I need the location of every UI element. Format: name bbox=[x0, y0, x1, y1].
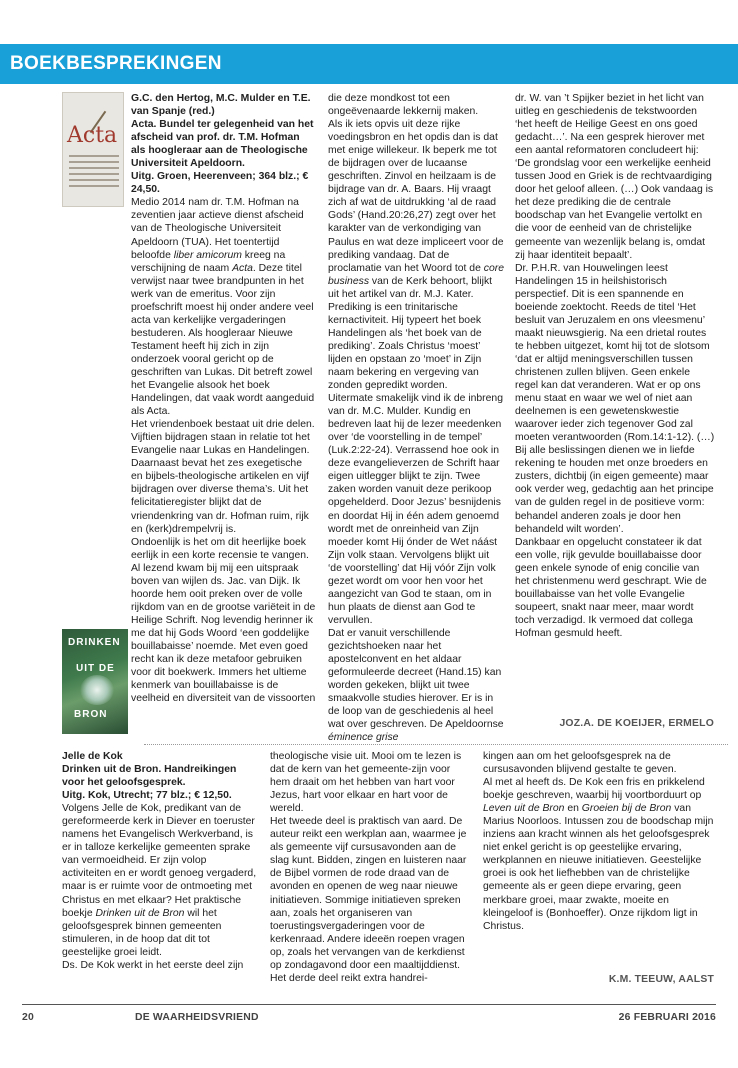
paragraph bbox=[131, 92, 316, 118]
text-run: kreeg na verschijning de naam bbox=[131, 249, 286, 274]
paragraph bbox=[62, 959, 258, 972]
paragraph bbox=[515, 262, 715, 536]
paragraph bbox=[328, 92, 504, 118]
review1-signature: JOZ.A. DE KOEIJER, ERMELO bbox=[559, 718, 714, 729]
text-run: dr. W. van ’t Spijker beziet in het licht van uitleg en geschiedenis de tekstwoorden ‘het heeft de Heilige Geest en ons goed gedacht…’. Na een gesprek hierover met een aantal reformatoren concludeert hij: ‘De grondslag voor een werkelijke eenheid tussen Jood en Griek is de rechtvaardiging door het geloof alleen. (…) Ook vandaag is het deze prediking die de centrale boodschap van het Evangelie vertolkt en die voor de eenheid van de christelijke gemeente van wezenlijk belang is, omdat zij haar identiteit bepaalt’. bbox=[515, 93, 714, 261]
text-run: G.C. den Hertog, M.C. Mulder en T.E. van Spanje (red.) bbox=[131, 93, 311, 118]
paragraph bbox=[515, 92, 715, 262]
paragraph bbox=[328, 627, 504, 744]
text-run: wil het geloofsgesprek binnen gemeenten stimuleren, in de hoop dat dit tot geestelijke groei leidt. bbox=[62, 907, 222, 958]
text-run: core business bbox=[328, 262, 504, 287]
text-run: Uitermate smakelijk vind ik de inbreng van dr. M.C. Mulder. Kundig en bedreven laat hij de lezer meedenken over ‘de voorstelling in de tempel’ (Luk.2:22-24). Verrassend hoe ook in deze evangelieverzen de Schrift haar eigen uitlegger blijkt te zijn. Twee zaken worden vanuit deze perikoop opgehelderd. Door Jezus’ besnijdenis en doordat Hij in één adem genoemd wordt met de onreinheid van Zijn moeder komt Hij ónder de Wet náást Zijn volk staan. Vervolgens blijkt uit ‘de voorstelling’ dat Hij vóór Zijn volk gezet wordt om voor hen voor het aangezicht van God te staan, om in hun plaats de dienst aan God te vervullen. bbox=[328, 393, 503, 626]
text-run: Al met al heeft ds. De Kok een fris en prikkelend boekje geschreven, waarbij hij voortborduurt op bbox=[483, 777, 705, 802]
review-divider bbox=[144, 744, 728, 745]
text-run: van de Kerk behoort, blijkt uit het artikel van dr. M.J. Kater. Prediking is een trinitarische kernactiviteit. Hij typeert het boek Handelingen als ‘het boek van de prediking’. Zoals Christus ‘moest’ lijden en opstaan zo ‘moet’ in Zijn naam bekering en vergeving van zonden gepredikt worden. bbox=[328, 275, 493, 392]
magazine-name: DE WAARHEIDSVRIEND bbox=[135, 1012, 259, 1023]
text-run: Dat er vanuit verschillende gezichtshoeken naar het apostelconvent en het aldaar geformuleerde decreet (Hand.15) kan worden gekeken, blijkt uit twee smaakvolle studies hierover. Er is in de loop van de geschiedenis al heel wat over geschreven. De Apeldoornse bbox=[328, 627, 504, 731]
review2-column-1 bbox=[62, 750, 258, 972]
paragraph bbox=[270, 750, 470, 815]
text-run: Uitg. Groen, Heerenveen; 364 blz.; € 24,50. bbox=[131, 171, 309, 196]
cover-word: DRINKEN bbox=[68, 637, 121, 648]
review1-column-3 bbox=[515, 92, 715, 640]
text-run: Acta bbox=[232, 262, 253, 274]
review1-column-2 bbox=[328, 92, 504, 744]
paragraph bbox=[62, 802, 258, 959]
paragraph bbox=[131, 196, 316, 418]
book-cover-acta bbox=[62, 92, 124, 207]
text-run: Uitg. Kok, Utrecht; 77 blz.; € 12,50. bbox=[62, 790, 232, 802]
text-run: die deze mondkost tot een ongeëvenaarde lekkernij maken. bbox=[328, 93, 479, 118]
text-run: kingen aan om het geloofsgesprek na de cursusavonden blijvend gestalte te geven. bbox=[483, 751, 677, 776]
text-run: Medio 2014 nam dr. T.M. Hofman na zeventien jaar actieve dienst afscheid van de Theologische Universiteit Apeldoorn (TUA). Het toentertijd beloofde bbox=[131, 197, 304, 261]
text-run: Groeien bij de Bron bbox=[581, 803, 672, 815]
text-run: Ds. De Kok werkt in het eerste deel zijn bbox=[62, 959, 244, 971]
issue-date: 26 FEBRUARI 2016 bbox=[618, 1012, 716, 1023]
text-run: Ondoenlijk is het om dit heerlijke boek eerlijk in een korte recensie te vangen. Al lezend kwam bij mij een uitspraak boven van wijlen ds. Jac. van Dijk. Ik hoorde hem ooit preken over de volle rijkdom van en de grootse variëteit in de Heilige Schrift. Nog levendig herinner ik me dat hij Gods Woord ‘een goddelijke bouillabaisse’ noemde. Met even goed recht kan ik deze metafoor gebruiken voor dit boekwerk. Immers het ultieme kenmerk van bouillabaisse is de veelheid en diversiteit van de vissoorten bbox=[131, 536, 316, 705]
text-run: Leven uit de Bron bbox=[483, 803, 565, 815]
text-run: Dankbaar en opgelucht constateer ik dat een volle, rijk gevulde bouillabaisse door geen enkele synode of enig concilie van het christenmenu werd geschrapt. Wie de bouillabaisse van het volle Evangelie soupeert, snakt naar meer, maar wordt toch verzadigd. Ik vermoed dat collega Hofman gesmuld heeft. bbox=[515, 536, 707, 639]
cover-title: Acta bbox=[67, 123, 118, 148]
cover-word: BRON bbox=[74, 709, 108, 720]
paragraph bbox=[328, 392, 504, 627]
text-run: Jelle de Kok bbox=[62, 751, 123, 762]
text-run: Volgens Jelle de Kok, predikant van de gereformeerde kerk in Diever en toeruster namens het Evangelisch Werkverband, is er in talloze kerkelijke gemeenten sprake van vermoeidheid. Er zijn volop activiteiten en er wordt genoeg vergaderd, maar is er ruimte voor de ontmoeting met Christus en met elkaar? Het praktische boekje bbox=[62, 803, 257, 919]
paragraph bbox=[328, 118, 504, 392]
text-run: Het tweede deel is praktisch van aard. De auteur reikt een werkplan aan, waarmee je als gemeente vijf cursusavonden aan de slag kunt. Bidden, zingen en luisteren naar de Bijbel vormen de rode draad van de avonden en openen de weg naar nieuwe initiatieven. Sommige initiatieven spreken aan, zoals het organiseren van toerustingsvergaderingen voor de kerkenraad. Andere ideeën roepen vragen op, zoals het vervangen van de kerkdienst op zondagavond door een maaltijddienst. Het derde deel reikt extra handrei- bbox=[270, 816, 467, 984]
paragraph bbox=[131, 170, 316, 196]
text-run: Dr. P.H.R. van Houwelingen leest Handelingen 15 in heilshistorisch perspectief. Dit is een spannende en boeiende zoektocht. Reeds de titel ‘Het besluit van Jeruzalem en ons vleesmenu’ maakt nieuwsgierig. Na een drietal routes te hebben uitgezet, komt hij tot de slotsom ‘dat er altijd meningsverschillen tussen christenen zullen blijven. Geen enkele regel kan dat veranderen. Wat er op ons menu staat en waar we wel of niet aan deelnemen is een gewetenskwestie waarover ieder zich tegenover God zal moeten verantwoorden (Rom.14:1-12). (…) Bij alle beslissingen dienen we in liefde rekening te houden met onze broeders en zusters, dichtbij (in eigen gemeente) maar ook verder weg, gedachtig aan het principe van de gulden regel in de positieve vorm: behandel anderen zoals je door hen behandeld wilt worden’. bbox=[515, 262, 715, 535]
text-run: Het vriendenboek bestaat uit drie delen. Vijftien bijdragen staan in relatie tot het Evangelie naar Lukas en Handelingen. Daarnaast bevat het zes exegetische en bijbels-theologische artikelen en vijf bijdragen over diverse thema’s. Uit het felicitatieregister blijkt dat de vriendenkring van dr. Hofman ruim, rijk en (kerk)drempelvrij is. bbox=[131, 419, 315, 535]
paragraph bbox=[515, 536, 715, 640]
paragraph bbox=[62, 750, 258, 763]
text-run: Als ik iets opvis uit deze rijke voedingsbron en het opdis dan is dat met enige willekeur. Ik beperk me tot de bijdragen over de lucaanse geschriften. Zinvol en heilzaam is de bijdrage van dr. A. Baars. Hij vraagt zich af wat de uitdrukking ‘al de raad Gods’ (Hand.20:26,27) zegt over het karakter van de verkondiging van Paulus en wat deze impliceert voor de prediking vandaag. Dat de proclamatie van het Woord tot de bbox=[328, 119, 504, 274]
text-run: Acta. Bundel ter gelegenheid van het afscheid van prof. dr. T.M. Hofman als hoogleraar aan de Theologische Universiteit Apeldoorn. bbox=[131, 119, 314, 170]
paragraph bbox=[131, 118, 316, 170]
section-title: BOEKBESPREKINGEN bbox=[10, 53, 222, 74]
water-splash-icon bbox=[80, 675, 114, 705]
text-run: Drinken uit de Bron bbox=[95, 907, 185, 919]
footer-rule bbox=[22, 1004, 716, 1005]
text-run: theologische visie uit. Mooi om te lezen is dat de kern van het gemeente-zijn voor hem draait om het hebben van hart voor Jezus, hart voor elkaar en hart voor de wereld. bbox=[270, 751, 462, 815]
section-banner bbox=[0, 44, 738, 84]
text-run: éminence grise bbox=[328, 732, 399, 744]
cover-word: UIT DE bbox=[76, 663, 115, 674]
text-run: liber amicorum bbox=[173, 249, 242, 261]
paragraph bbox=[483, 776, 719, 933]
paragraph bbox=[131, 418, 316, 535]
page-number: 20 bbox=[22, 1012, 34, 1023]
book-cover-drinken-uit-de-bron bbox=[62, 629, 128, 734]
cover-text-lines bbox=[69, 155, 119, 191]
text-run: Drinken uit de Bron. Handreikingen voor het geloofsgesprek. bbox=[62, 764, 237, 789]
review1-column-1 bbox=[131, 92, 316, 705]
paragraph bbox=[483, 750, 719, 776]
text-run: en bbox=[564, 803, 582, 815]
paragraph bbox=[62, 789, 258, 802]
review2-column-2 bbox=[270, 750, 470, 985]
text-run: . Deze titel verwijst naar twee brandpunten in het werk van de emeritus. Voor zijn proefschrift moest hij onder andere veel acta van kerkelijke vergaderingen bestuderen. Als hoogleraar Nieuwe Testament heeft hij zich in zijn onderzoek vooral gericht op de geschriften van Lukas. Dit betreft zowel het Evangelie alsook het boek Handelingen, dat vaak wordt aangeduid als Acta. bbox=[131, 262, 315, 418]
paragraph bbox=[270, 815, 470, 985]
review2-signature: K.M. TEEUW, AALST bbox=[608, 974, 714, 985]
paragraph bbox=[62, 763, 258, 789]
text-run: van Marius Noorloos. Intussen zou de boodschap mijn inziens aan kracht winnen als het geloofsgesprek niet enkel gericht is op geestelijke ervaring, werkplannen en nieuwe initiatieven. Geestelijke groei is ook het liefhebben van de christelijke gemeente als er geen diepe ervaring, geen merkbare groei, maar zwakte, moeite en kleingeloof is (Bonhoeffer). Onze rijkdom ligt in Christus. bbox=[483, 803, 714, 932]
review2-column-3 bbox=[483, 750, 719, 933]
paragraph bbox=[131, 536, 316, 706]
